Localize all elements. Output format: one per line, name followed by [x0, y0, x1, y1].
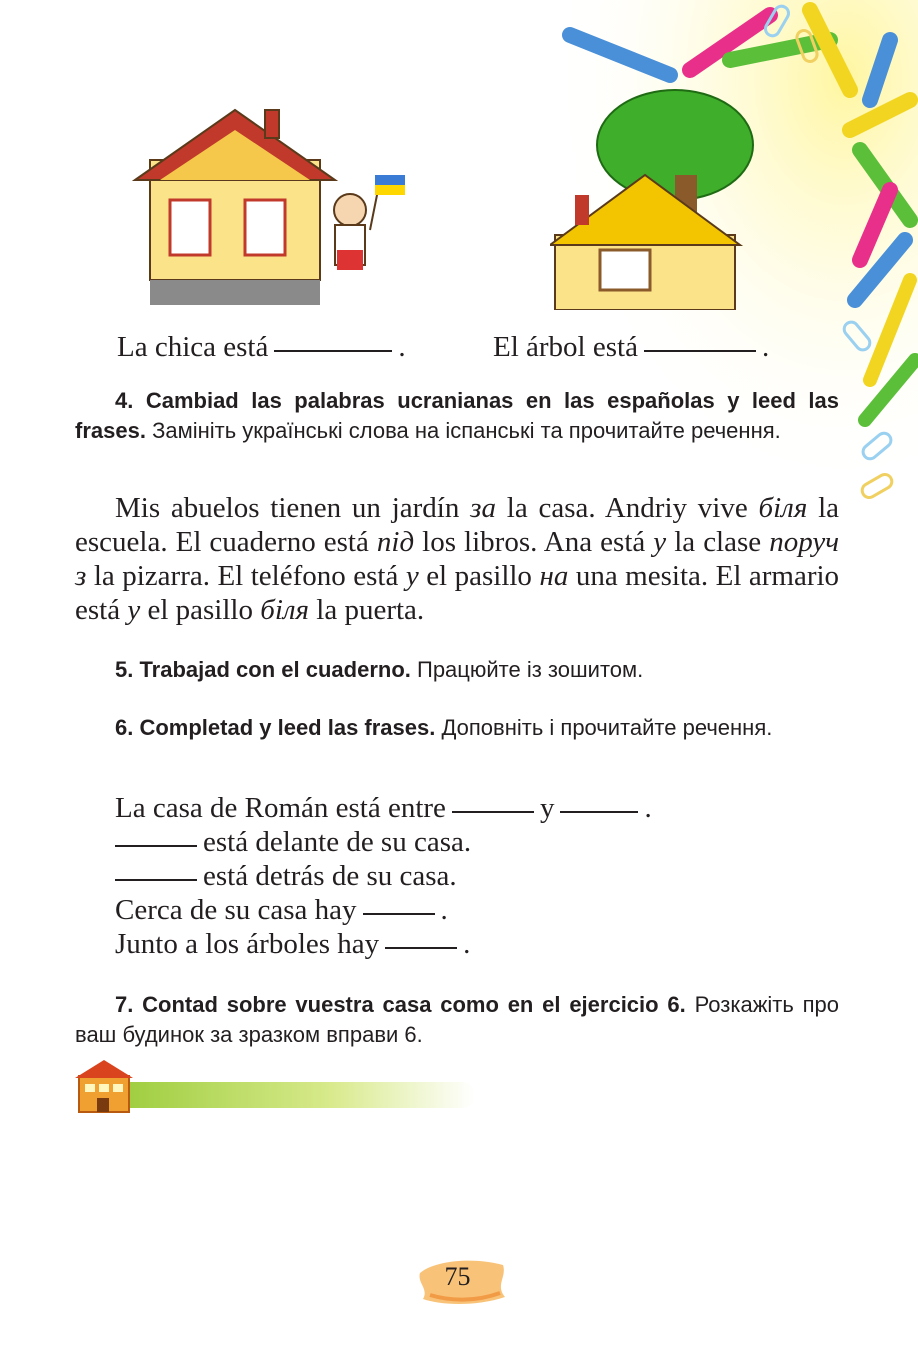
exercise-6-line-3: está detrás de su casa. — [115, 859, 839, 893]
exercise-6-title: 6. Completad y leed las frases. — [115, 715, 436, 740]
exercise-6-lines — [115, 791, 839, 961]
word-poruch-z: поруч з — [75, 526, 840, 592]
house-with-girl-illustration — [130, 100, 420, 310]
blank-6-1[interactable] — [452, 811, 534, 813]
word-u-3: у — [127, 594, 141, 626]
exercise-5-title: 5. Trabajad con el cuaderno. — [115, 657, 411, 682]
exercise-7-translation: Розкажіть про ваш будинок за зразком вправи 6. — [75, 992, 840, 1047]
page-number: 75 — [444, 1262, 471, 1291]
word-pid: під — [376, 526, 415, 558]
caption-right-text: El árbol está — [493, 331, 638, 363]
exercise-6-line-1: La casa de Román está entre y . — [115, 792, 652, 824]
exercise-5-translation: Працюйте із зошитом. — [417, 657, 644, 682]
caption-right: El árbol está . — [493, 331, 770, 363]
blank-6-4[interactable] — [115, 879, 197, 881]
section-divider — [75, 1058, 475, 1114]
blank-left[interactable] — [274, 350, 392, 352]
exercise-6-line-2: está delante de su casa. — [115, 825, 839, 859]
blank-6-5[interactable] — [363, 913, 435, 915]
word-u-2: у — [405, 560, 419, 592]
exercise-6-line-5: Junto a los árboles hay . — [115, 928, 471, 960]
exercise-4-title: 4. Cambiad las palabras ucranianas en las españolas y leed las frases. — [75, 388, 839, 443]
exercise-5-instruction — [115, 655, 839, 685]
blank-right[interactable] — [644, 350, 756, 352]
blank-6-2[interactable] — [560, 811, 638, 813]
exercise-4-translation: Замініть українські слова на іспанські та прочитайте речення. — [152, 418, 781, 443]
exercise-7-instruction — [75, 990, 839, 1050]
word-bilia-1: біля — [758, 492, 808, 524]
caption-left: La chica está . — [117, 331, 406, 363]
blank-6-3[interactable] — [115, 845, 197, 847]
word-za: за — [470, 492, 496, 524]
house-with-tree-illustration — [550, 85, 760, 310]
exercise-6-translation: Доповніть і прочитайте речення. — [441, 715, 773, 740]
exercise-6-instruction — [75, 713, 839, 743]
exercise-6-line-4: Cerca de su casa hay . — [115, 894, 448, 926]
blank-6-6[interactable] — [385, 947, 457, 949]
word-u-1: у — [653, 526, 667, 558]
word-na: на — [539, 560, 569, 592]
exercise-7-title: 7. Contad sobre vuestra casa como en el ejercicio 6. — [115, 992, 686, 1017]
word-bilia-2: біля — [260, 594, 310, 626]
caption-left-text: La chica está — [117, 331, 269, 363]
exercise-4-text: Mis abuelos tienen un jardín за la casa. Andriy vive біля la escuela. El cuaderno está під los libros. Ana está у la clase поруч з la pizarra. El teléfono está у el pasillo на una mesita. El armario está у el pasillo біля la puerta. — [75, 492, 840, 626]
exercise-4-instruction — [75, 386, 839, 446]
